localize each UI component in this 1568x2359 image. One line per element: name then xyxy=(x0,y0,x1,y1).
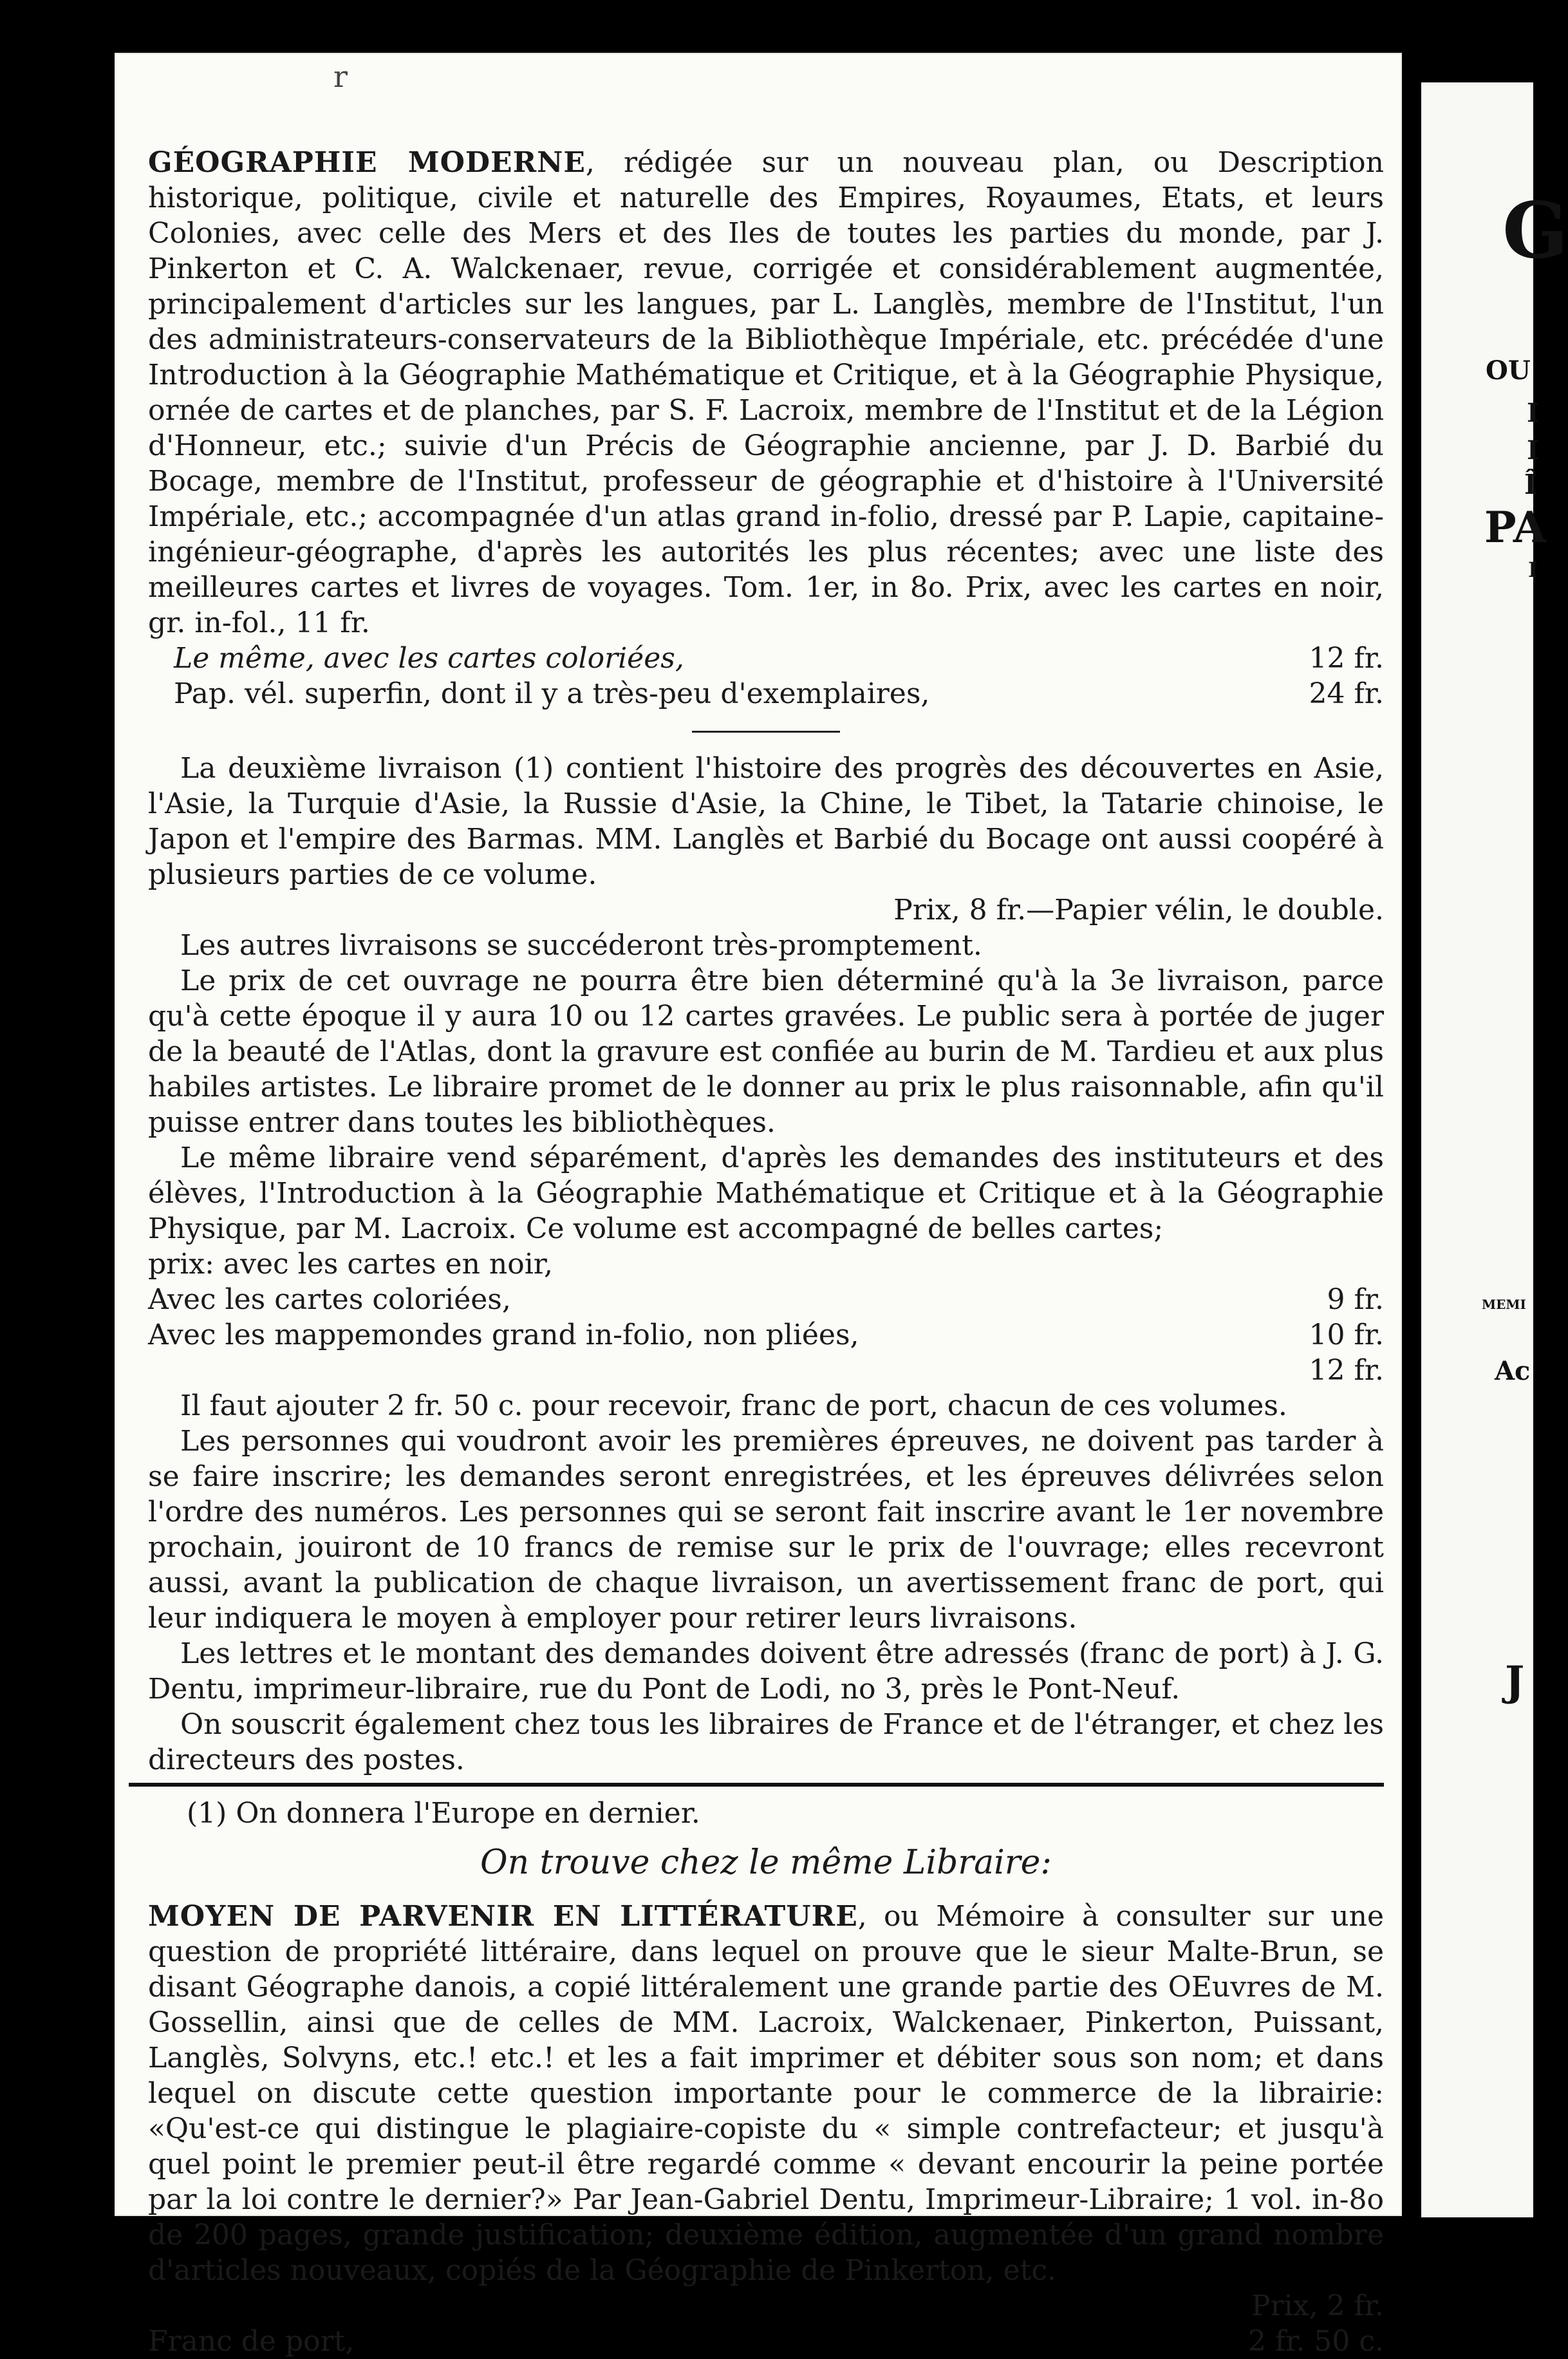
listing-body: , rédigée sur un nouveau plan, ou Description historique, politique, civile et naturelle des Empires, Royaumes, Etats, et leurs Colonies, avec celle des Mers et des Iles de toutes les parties du monde, par J. Pinkerton et C. A. Walckenaer, revue, corrigée et considérablement augmentée, principalement d'articles sur les langues, par L. Langlès, membre de l'Institut, l'un des administrateurs-conservateurs de la Bibliothèque Impériale, etc. précédée d'une Introduction à la Géographie Mathématique et Critique, et à la Géographie Physique, ornée de cartes et de planches, par S. F. Lacroix, membre de l'Institut et de la Légion d'Honneur, etc.; suivie d'un Précis de Géographie ancienne, par J. D. Barbié du Bocage, membre de l'Institut, professeur de géographie et d'histoire à l'Université Impériale, etc.; accompagnée d'un atlas grand in-folio, dressé par P. Lapie, capitaine-ingénieur-géographe, d'après les autorités les plus récentes; avec une liste des meilleures cartes et livres de voyages. Tom. 1er, in 8o. Prix, avec les cartes en noir, gr. in-fol., xyxy=(148,146,1384,639)
margin-fragment-10: J xyxy=(1505,1657,1525,1706)
margin-fragment-3: I xyxy=(1527,398,1539,428)
price-row-3 xyxy=(148,1317,1384,1353)
price-row-3-label: Avec les mappemondes grand in-folio, non pliées, xyxy=(148,1319,859,1351)
price-row-2-label: Avec les cartes coloriées, xyxy=(148,1283,511,1316)
variant-colored-price: 12 fr. xyxy=(1309,642,1384,675)
also-listing-body: , ou Mémoire à consulter sur une question de propriété littéraire, dans lequel on prouve que le sieur Malte-Brun, se disant Géographe danois, a copié littéralement une grande partie des OEuvres de M. Gossellin, ainsi que de celles de MM. Lacroix, Walckenaer, Pinkerton, Puissant, Langlès, Solvyns, etc.! etc.! et les a fait imprimer et débiter sous son nom; et dans lequel on discute cette question importante pour le commerce de la librairie: «Qu'est-ce qui distingue le plagiaire-copiste du « simple contrefacteur; et jusqu'à quel point le premier peut-il être regardé comme « devant encourir la peine portée par la loi contre le dernier?» Par Jean-Gabriel Dentu, Imprimeur-Libraire; 1 vol. in-8o de 200 pages, grande justification; deuxième édition, augmentée d'un grand nombre d'articles nouveaux, copiés de la Géographie de Pinkerton, etc. xyxy=(148,1900,1384,2287)
notice-paragraph-5: Il faut ajouter 2 fr. 50 c. pour recevoir, franc de port, chacun de ces volumes. xyxy=(180,1389,1287,1422)
margin-fragment-7: I xyxy=(1528,558,1538,582)
variant-colored xyxy=(148,641,1384,676)
margin-fragment-9: Ac xyxy=(1495,1356,1531,1386)
page-text xyxy=(148,145,1384,2359)
footnote: (1) On donnera l'Europe en dernier. xyxy=(187,1797,700,1830)
notice-paragraph-7: Les lettres et le montant des demandes doivent être adressés (franc de port) à J. G. Dentu, imprimeur-libraire, rue du Pont de Lodi, no 3, près le Pont-Neuf. xyxy=(148,1637,1384,1706)
corner-mark: r xyxy=(333,59,348,94)
variant-velin-price: 24 fr. xyxy=(1309,677,1384,710)
notice-paragraph-4: Le même libraire vend séparément, d'après les demandes des instituteurs et des élèves, l'Introduction à la Géographie Mathématique et Critique et à la Géographie Physique, par M. Lacroix. Ce volume est accompagné de belles cartes; xyxy=(148,1142,1384,1245)
franco-price: 2 fr. 50 c. xyxy=(1247,2325,1384,2358)
book-listing xyxy=(148,145,1384,641)
price-row-4 xyxy=(148,1353,1384,1388)
margin-fragment-5: Î xyxy=(1524,469,1537,500)
margin-fragment-6: PA xyxy=(1484,502,1547,552)
notice-p1-text: La deuxième livraison (1) contient l'histoire des progrès des découvertes en Asie, l'Asie, la Turquie d'Asie, la Russie d'Asie, la Chine, le Tibet, la Tatarie chinoise, le Japon et l'empire des Barmas. MM. Langlès et Barbié du Bocage ont aussi coopéré à plusieurs parties de ce volume. xyxy=(148,752,1384,891)
price-row-1 xyxy=(148,1246,1384,1282)
also-available-heading: On trouve chez le même Libraire: xyxy=(480,1843,1052,1882)
right-page-edge xyxy=(1421,82,1568,2217)
franco-label: Franc de port, xyxy=(148,2325,355,2358)
variant-velin-label: Pap. vél. superfin, dont il y a très-peu d'exemplaires, xyxy=(174,677,930,710)
listing-price: 11 fr. xyxy=(295,606,370,639)
notice-paragraph-6: Les personnes qui voudront avoir les premières épreuves, ne doivent pas tarder à se faire inscrire; les demandes seront enregistrées, et les épreuves délivrées selon l'ordre des numéros. Les personnes qui se seront fait inscrire avant le 1er novembre prochain, jouiront de 10 francs de remise sur le prix de l'ouvrage; elles recevront aussi, avant la publication de chaque livraison, un avertissement franc de port, qui leur indiquera le moyen à employer pour retirer leurs livraisons. xyxy=(148,1425,1384,1635)
notice-price-line: Prix, 8 fr.—Papier vélin, le double. xyxy=(893,894,1384,926)
price-row-4-price: 12 fr. xyxy=(1309,1354,1384,1387)
notice-paragraph-1 xyxy=(148,751,1384,892)
also-listing xyxy=(148,1899,1384,2288)
price-row-2-price: 9 fr. xyxy=(1327,1283,1384,1316)
also-listing-title: MOYEN DE PARVENIR EN LITTÉRATURE xyxy=(148,1900,858,1933)
notice-paragraph-2: Les autres livraisons se succéderont très-promptement. xyxy=(180,929,982,962)
footnote-rule xyxy=(129,1783,1384,1787)
notice-paragraph-3: Le prix de cet ouvrage ne pourra être bien déterminé qu'à la 3e livraison, parce qu'à cette époque il y aura 10 ou 12 cartes gravées. Le public sera à portée de juger de la beauté de l'Atlas, dont la gravure est confiée au burin de M. Tardieu et aux plus habiles artistes. Le libraire promet de le donner au prix le plus raisonnable, afin qu'il puisse entrer dans toutes les bibliothèques. xyxy=(148,964,1384,1139)
price-row-1-label: prix: avec les cartes en noir, xyxy=(148,1248,553,1281)
franco-row xyxy=(148,2324,1384,2359)
variant-velin xyxy=(148,676,1384,711)
price-row-3-price: 10 fr. xyxy=(1309,1319,1384,1351)
variant-colored-label: Le même, avec les cartes coloriées, xyxy=(174,642,684,675)
also-listing-price: Prix, 2 fr. xyxy=(1251,2289,1384,2322)
listing-title: GÉOGRAPHIE MODERNE xyxy=(148,146,586,179)
margin-fragment-2: OU xyxy=(1486,355,1531,386)
section-divider xyxy=(692,731,840,733)
price-row-2 xyxy=(148,1282,1384,1317)
margin-fragment-4: I xyxy=(1527,435,1539,465)
notice-paragraph-8: On souscrit également chez tous les libraires de France et de l'étranger, et chez les directeurs des postes. xyxy=(148,1708,1384,1776)
margin-fragment-8: MEMI xyxy=(1482,1297,1526,1312)
margin-fragment-1: G xyxy=(1502,185,1568,276)
